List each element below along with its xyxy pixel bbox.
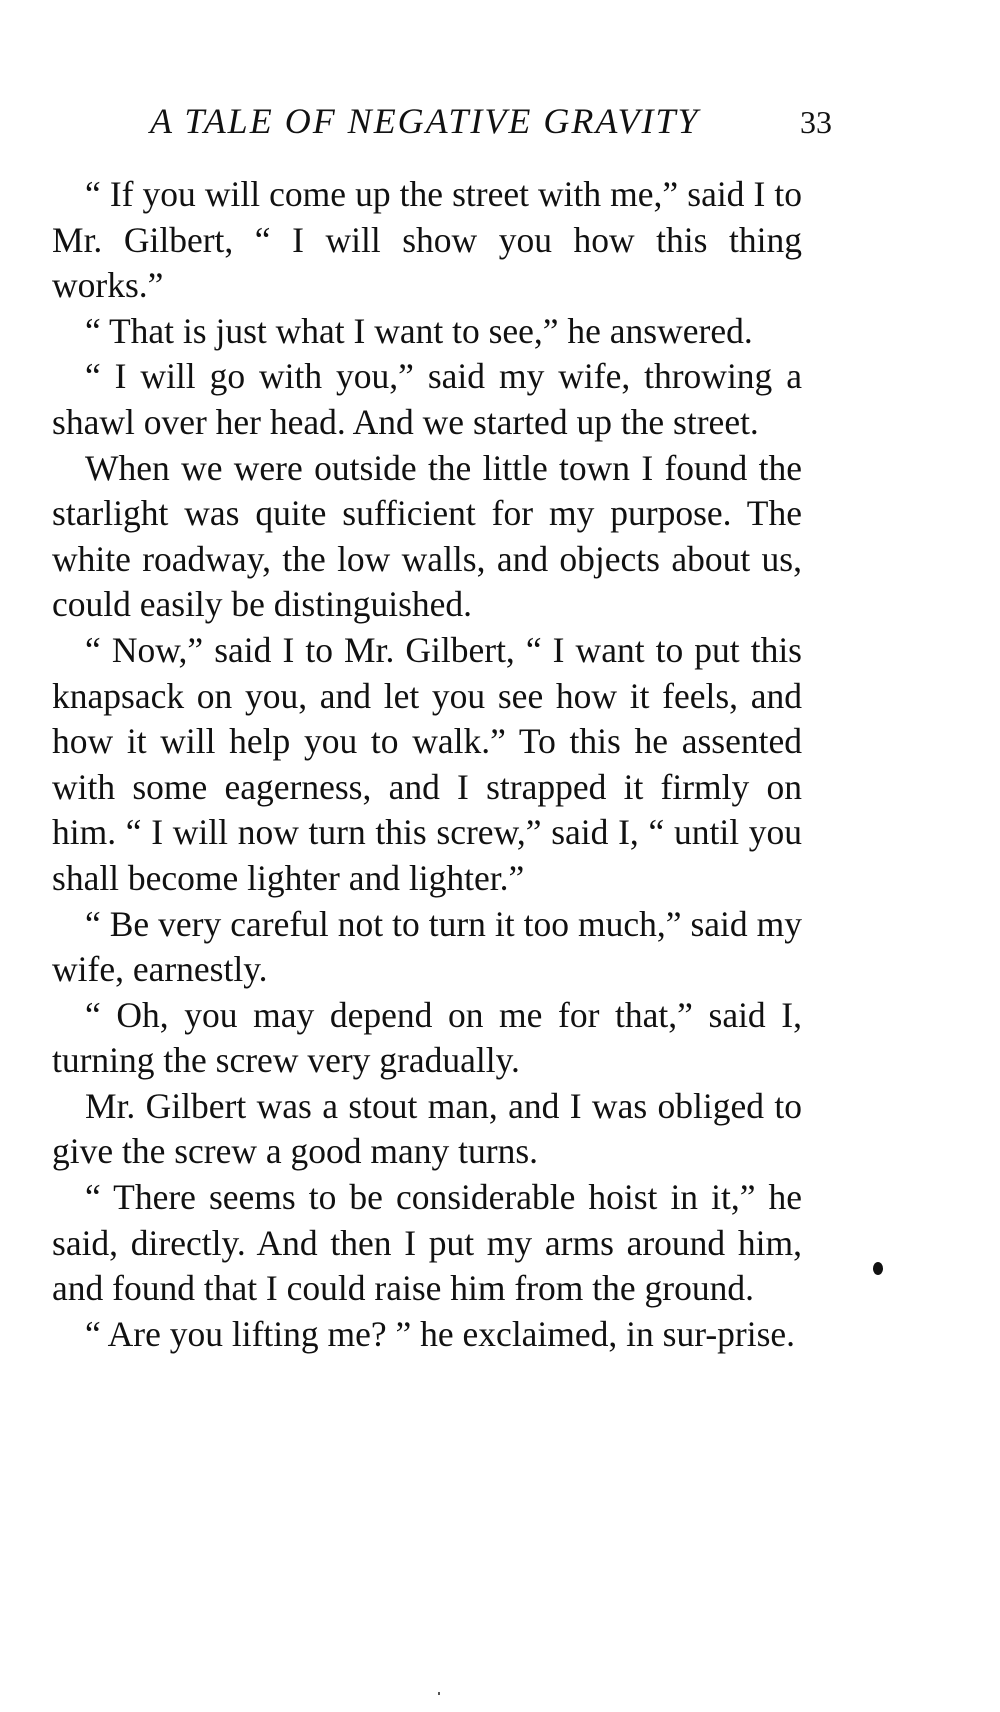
paragraph: “ I will go with you,” said my wife, throwing a shawl over her head. And we started up the street. bbox=[52, 356, 802, 442]
running-title: A TALE OF NEGATIVE GRAVITY bbox=[150, 101, 700, 141]
paragraph: Mr. Gilbert was a stout man, and I was obliged to give the screw a good many turns. bbox=[52, 1085, 802, 1172]
paragraph: When we were outside the little town I found the starlight was quite sufficient for my purpose. The white roadway, the low walls, and objects about us, could easily be distinguished. bbox=[52, 447, 802, 625]
paragraph: “ Are you lifting me? ” he exclaimed, in sur-prise. bbox=[85, 1313, 796, 1354]
paragraph: “ Be very careful not to turn it too much,” said my wife, earnestly. bbox=[52, 903, 802, 990]
paragraph: “ There seems to be considerable hoist in it,” he said, directly. And then I put my arms around him, and found that I could raise him from the ground. bbox=[52, 1177, 802, 1309]
body-text bbox=[52, 172, 802, 1357]
bottom-ink-speck bbox=[438, 1692, 440, 1695]
paragraph: “ If you will come up the street with me,” said I to Mr. Gilbert, “ I will show you how this thing works.” bbox=[52, 174, 802, 306]
page-number: 33 bbox=[800, 104, 832, 140]
running-head bbox=[0, 100, 1000, 150]
margin-ink-blot bbox=[873, 1262, 883, 1275]
paragraph: “ Now,” said I to Mr. Gilbert, “ I want to put this knapsack on you, and let you see how it feels, and how it will help you to walk.” To this he assented with some eagerness, and I strapped it firmly on him. “ I will now turn this screw,” said I, “ until you shall become lighter and lighter.” bbox=[52, 629, 802, 898]
paragraph: “ Oh, you may depend on me for that,” said I, turning the screw very gradually. bbox=[52, 994, 802, 1081]
paragraph: “ That is just what I want to see,” he answered. bbox=[85, 310, 753, 351]
